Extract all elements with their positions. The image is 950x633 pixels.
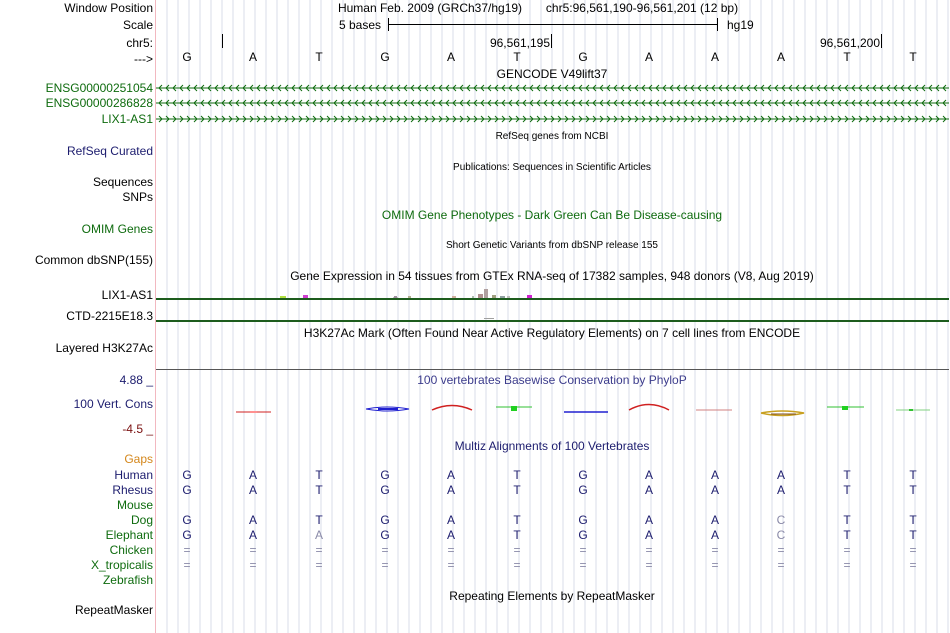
alignment-base: = <box>909 558 917 572</box>
multiz-gaps-label: Gaps <box>124 452 153 466</box>
alignment-base: T <box>909 483 917 497</box>
label-window-position: Window Position <box>64 1 153 15</box>
alignment-base: G <box>182 468 192 482</box>
alignment-base: T <box>909 468 917 482</box>
alignment-base: G <box>380 513 390 527</box>
alignment-base: G <box>578 468 588 482</box>
base-letter: A <box>776 50 786 64</box>
alignment-base: A <box>776 468 786 482</box>
alignment-base: G <box>578 483 588 497</box>
dbsnp-title: Short Genetic Variants from dbSNP release 155 <box>446 240 658 251</box>
publications-title: Publications: Sequences in Scientific Articles <box>453 162 651 173</box>
alignment-base: A <box>644 513 654 527</box>
base-letter: T <box>513 50 521 64</box>
alignment-base: T <box>513 483 521 497</box>
gtex-title: Gene Expression in 54 tissues from GTEx RNA-seq of 17382 samples, 948 donors (V8, Aug 2019) <box>290 269 814 283</box>
alignment-base: T <box>315 468 323 482</box>
repeatmasker-title: Repeating Elements by RepeatMasker <box>449 589 655 603</box>
alignment-base: A <box>446 468 456 482</box>
species-label-elephant: Elephant <box>105 528 153 542</box>
alignment-base: T <box>315 483 323 497</box>
alignment-base: T <box>513 513 521 527</box>
alignment-base: A <box>644 483 654 497</box>
alignment-base: = <box>843 543 851 557</box>
ruler-tick <box>881 34 882 48</box>
refseq-title: RefSeq genes from NCBI <box>495 131 609 142</box>
alignment-base: G <box>182 483 192 497</box>
track-label-refseq-curated[interactable]: RefSeq Curated <box>66 144 153 158</box>
ruler-tick <box>551 34 552 48</box>
alignment-base: = <box>645 543 653 557</box>
base-letter: T <box>909 50 917 64</box>
gencode-title: GENCODE V49lift37 <box>496 67 608 81</box>
base-letter: T <box>843 50 851 64</box>
alignment-base: G <box>380 528 390 542</box>
base-letter: G <box>182 50 192 64</box>
species-label-x_tropicalis: X_tropicalis <box>90 558 153 572</box>
alignment-base: A <box>776 483 786 497</box>
alignment-base: T <box>909 528 917 542</box>
base-letter: G <box>578 50 588 64</box>
track-label-100-vert-cons[interactable]: 100 Vert. Cons <box>73 397 153 411</box>
track-label-repeatmasker[interactable]: RepeatMasker <box>74 603 153 617</box>
species-label-rhesus: Rhesus <box>112 483 153 497</box>
track-label-common-dbsnp[interactable]: Common dbSNP(155) <box>34 253 153 267</box>
base-letter: T <box>315 50 323 64</box>
base-letter: A <box>248 50 258 64</box>
h3k27ac-baseline <box>156 369 949 370</box>
alignment-base: T <box>909 513 917 527</box>
scale-bar-right-tick <box>717 18 718 31</box>
scale-db: hg19 <box>727 18 754 32</box>
base-letter: A <box>446 50 456 64</box>
label-chrom: chr5: <box>126 36 153 50</box>
phylop-conservation-plot[interactable] <box>156 396 950 426</box>
alignment-base: T <box>513 468 521 482</box>
alignment-base: T <box>315 513 323 527</box>
alignment-base: = <box>315 543 323 557</box>
alignment-base: = <box>249 558 257 572</box>
base-letter: A <box>710 50 720 64</box>
ruler-label-1: 96,561,195 <box>489 36 550 50</box>
species-label-zebrafish: Zebrafish <box>102 573 153 587</box>
h3k27ac-title: H3K27Ac Mark (Often Found Near Active Regulatory Elements) on 7 cell lines from ENCODE <box>303 326 801 340</box>
alignment-base: G <box>380 483 390 497</box>
alignment-base: A <box>248 528 258 542</box>
alignment-base: = <box>183 543 191 557</box>
alignment-base: C <box>776 513 786 527</box>
alignment-base: A <box>314 528 324 542</box>
base-letter: G <box>380 50 390 64</box>
track-label-omim-genes[interactable]: OMIM Genes <box>81 222 153 236</box>
alignment-base: = <box>183 558 191 572</box>
alignment-base: A <box>710 468 720 482</box>
label-scale: Scale <box>122 18 153 32</box>
alignment-base: A <box>710 513 720 527</box>
track-label-ensg00000286828[interactable]: ENSG00000286828 <box>45 96 153 110</box>
species-label-chicken: Chicken <box>109 543 153 557</box>
phylop-min-label: -4.5 _ <box>122 422 153 436</box>
track-label-layered-h3k27ac[interactable]: Layered H3K27Ac <box>55 341 153 355</box>
alignment-base: = <box>447 543 455 557</box>
alignment-base: = <box>513 558 521 572</box>
alignment-base: = <box>711 543 719 557</box>
alignment-base: = <box>843 558 851 572</box>
track-label-lix1-as1[interactable]: LIX1-AS1 <box>101 112 153 126</box>
base-letter: A <box>644 50 654 64</box>
alignment-base: = <box>315 558 323 572</box>
alignment-base: = <box>579 543 587 557</box>
track-label-sequences[interactable]: Sequences <box>92 175 153 189</box>
alignment-base: A <box>446 513 456 527</box>
alignment-base: G <box>182 513 192 527</box>
phylop-max-label: 4.88 _ <box>119 373 153 387</box>
track-label-ensg00000251054[interactable]: ENSG00000251054 <box>45 81 153 95</box>
alignment-base: = <box>711 558 719 572</box>
alignment-base: A <box>446 528 456 542</box>
alignment-base: C <box>776 528 786 542</box>
omim-title: OMIM Gene Phenotypes - Dark Green Can Be Disease-causing <box>381 208 723 222</box>
alignment-base: T <box>843 513 851 527</box>
alignment-base: G <box>380 468 390 482</box>
scale-bar <box>388 24 718 25</box>
alignment-base: T <box>843 468 851 482</box>
alignment-base: = <box>909 543 917 557</box>
alignment-base: T <box>513 528 521 542</box>
alignment-base: = <box>645 558 653 572</box>
track-label-snps[interactable]: SNPs <box>122 190 153 204</box>
alignment-base: A <box>248 513 258 527</box>
species-label-human: Human <box>114 468 153 482</box>
species-label-mouse: Mouse <box>116 498 153 512</box>
phylop-title: 100 vertebrates Basewise Conservation by PhyloP <box>417 373 687 387</box>
alignment-base: T <box>843 483 851 497</box>
gencode-gene-lines[interactable] <box>156 82 950 126</box>
position-range: chr5:96,561,190-96,561,201 (12 bp) <box>545 1 739 15</box>
alignment-base: T <box>843 528 851 542</box>
label-strand: ---> <box>134 52 153 66</box>
gtex-expression-bars[interactable] <box>156 285 950 325</box>
alignment-base: = <box>777 543 785 557</box>
alignment-base: A <box>446 483 456 497</box>
alignment-base: A <box>248 468 258 482</box>
alignment-base: = <box>447 558 455 572</box>
alignment-base: G <box>182 528 192 542</box>
alignment-base: A <box>710 528 720 542</box>
alignment-base: = <box>249 543 257 557</box>
alignment-base: = <box>513 543 521 557</box>
ruler-label-2: 96,561,200 <box>819 36 880 50</box>
alignment-base: G <box>578 528 588 542</box>
alignment-base: A <box>248 483 258 497</box>
alignment-base: = <box>381 558 389 572</box>
alignment-base: = <box>579 558 587 572</box>
alignment-base: A <box>710 483 720 497</box>
species-label-dog: Dog <box>130 513 153 527</box>
ruler-tick <box>222 34 223 48</box>
multiz-title: Multiz Alignments of 100 Vertebrates <box>454 439 650 453</box>
track-label-gtex-ctd[interactable]: CTD-2215E18.3 <box>66 309 153 323</box>
alignment-base: = <box>381 543 389 557</box>
track-label-gtex-lix1-as1[interactable]: LIX1-AS1 <box>101 288 153 302</box>
alignment-base: G <box>578 513 588 527</box>
assembly-title: Human Feb. 2009 (GRCh37/hg19) <box>337 1 523 15</box>
alignment-base: A <box>644 528 654 542</box>
alignment-base: A <box>644 468 654 482</box>
alignment-base: = <box>777 558 785 572</box>
scale-text: 5 bases <box>338 18 382 32</box>
